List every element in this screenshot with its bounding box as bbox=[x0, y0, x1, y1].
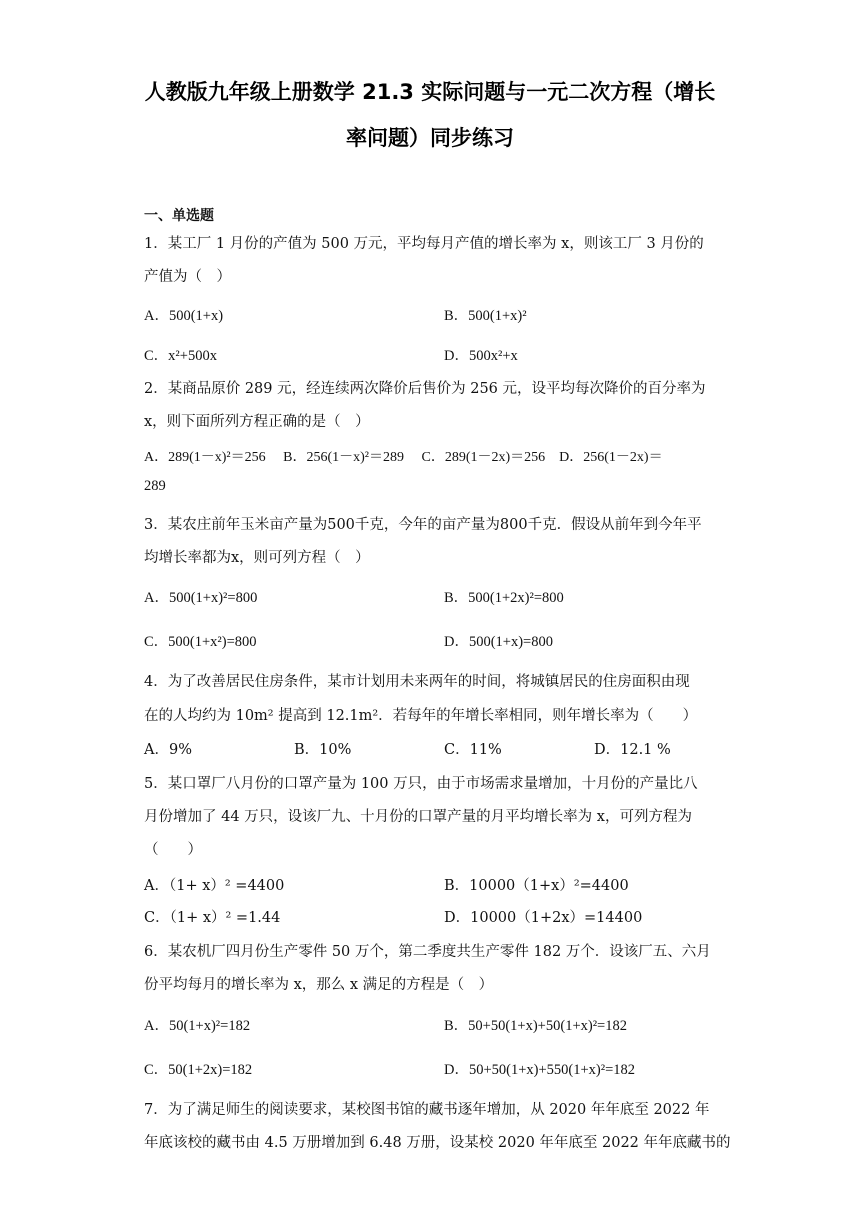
q5-option-a: A．（1+ x）² =4400 bbox=[144, 878, 285, 894]
page-title-line1: 人教版九年级上册数学 21.3 实际问题与一元二次方程（增长 bbox=[144, 80, 716, 104]
question-1-line2: 产值为（ ） bbox=[144, 269, 231, 285]
q4-option-d: D．12.1 % bbox=[594, 742, 671, 758]
q3-option-d: D．500(1+x)=800 bbox=[444, 634, 553, 650]
question-6-line1: 6．某农机厂四月份生产零件 50 万个，第二季度共生产零件 182 万个．设该厂五、六月 bbox=[144, 944, 711, 960]
q1-option-b: B．500(1+x)² bbox=[444, 308, 527, 324]
q6-option-b: B．50+50(1+x)+50(1+x)²=182 bbox=[444, 1018, 627, 1034]
q3-option-b: B．500(1+2x)²=800 bbox=[444, 590, 564, 606]
q3-option-c: C．500(1+x²)=800 bbox=[144, 634, 257, 650]
q3-option-a: A．500(1+x)²=800 bbox=[144, 590, 258, 606]
q4-option-b: B．10% bbox=[294, 742, 352, 758]
q1-option-a: A．500(1+x) bbox=[144, 308, 224, 324]
question-7-line2: 年底该校的藏书由 4.5 万册增加到 6.48 万册，设某校 2020 年年底至 2022 年年底藏书的 bbox=[144, 1135, 731, 1151]
q1-option-d: D．500x²+x bbox=[444, 348, 518, 364]
q5-option-c: C．（1+ x）² =1.44 bbox=[144, 910, 281, 926]
question-4-line1: 4．为了改善居民住房条件，某市计划用未来两年的时间，将城镇居民的住房面积由现 bbox=[144, 674, 690, 690]
q4-option-c: C．11% bbox=[444, 742, 502, 758]
q5-option-b: B．10000（1+x）²=4400 bbox=[444, 878, 629, 894]
question-7-line1: 7．为了满足师生的阅读要求，某校图书馆的藏书逐年增加，从 2020 年年底至 2022 年 bbox=[144, 1102, 710, 1118]
question-2-line2: x，则下面所列方程正确的是（ ） bbox=[144, 414, 370, 430]
question-1-line1: 1．某工厂 1 月份的产值为 500 万元，平均每月产值的增长率为 x，则该工厂 3 月份的 bbox=[144, 236, 704, 252]
q1-option-c: C．x²+500x bbox=[144, 348, 217, 364]
question-3-line1: 3．某农庄前年玉米亩产量为500千克，今年的亩产量为800千克．假设从前年到今年平 bbox=[144, 517, 702, 533]
question-5-line3: （ ） bbox=[144, 842, 202, 858]
q6-option-c: C．50(1+2x)=182 bbox=[144, 1062, 253, 1078]
page-title-line2: 率问题）同步练习 bbox=[346, 126, 514, 150]
question-5-line2: 月份增加了 44 万只，设该厂九、十月份的口罩产量的月平均增长率为 x，可列方程为 bbox=[144, 809, 692, 825]
question-4-line2: 在的人均约为 10m² 提高到 12.1m²．若每年的年增长率相同，则年增长率为（ ） bbox=[144, 708, 698, 724]
section-heading: 一、单选题 bbox=[144, 208, 214, 224]
question-3-line2: 均增长率都为x，则可列方程（ ） bbox=[144, 550, 370, 566]
question-6-line2: 份平均每月的增长率为 x，那么 x 满足的方程是（ ） bbox=[144, 977, 494, 993]
q5-option-d: D．10000（1+2x）=14400 bbox=[444, 910, 643, 926]
q6-option-a: A．50(1+x)²=182 bbox=[144, 1018, 251, 1034]
question-5-line1: 5．某口罩厂八月份的口罩产量为 100 万只，由于市场需求量增加，十月份的产量比八 bbox=[144, 776, 698, 792]
question-2-line1: 2．某商品原价 289 元，经连续两次降价后售价为 256 元，设平均每次降价的百分率为 bbox=[144, 381, 706, 397]
q6-option-d: D．50+50(1+x)+550(1+x)²=182 bbox=[444, 1062, 636, 1078]
q4-option-a: A．9% bbox=[144, 742, 192, 758]
q2-options-line: A．289(1－x)²＝256 B．256(1－x)²＝289 C．289(1－2x)＝256 D．256(1－2x)＝ bbox=[144, 450, 663, 465]
q2-options-line2: 289 bbox=[144, 478, 166, 494]
